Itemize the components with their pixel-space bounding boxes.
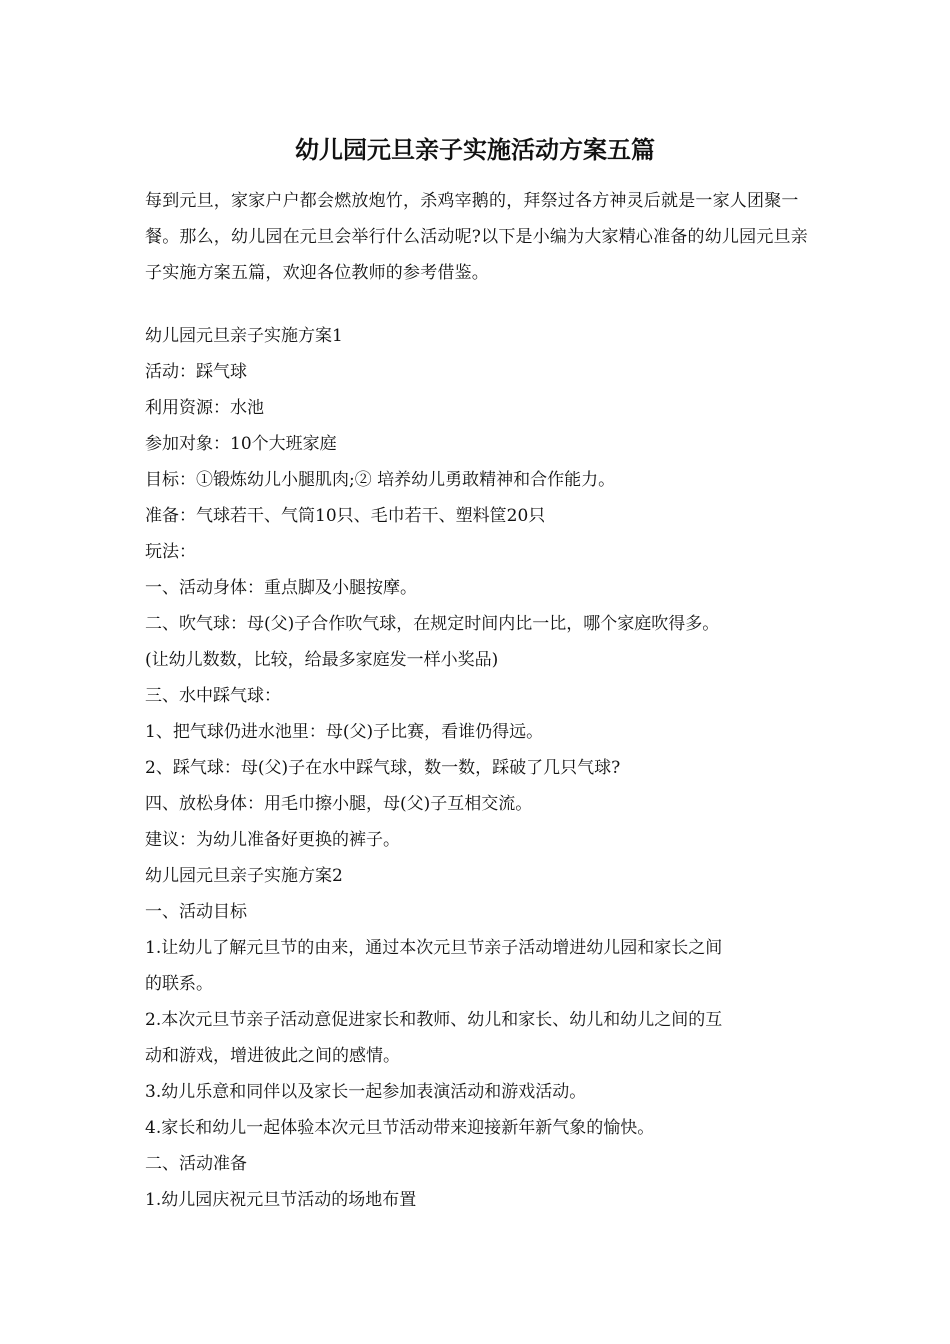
body-line: 一、活动身体：重点脚及小腿按摩。 [145,578,417,598]
body-line: 1.幼儿园庆祝元旦节活动的场地布置 [145,1190,417,1210]
body-line: 4.家长和幼儿一起体验本次元旦节活动带来迎接新年新气象的愉快。 [145,1118,655,1138]
document-title: 幼儿园元旦亲子实施活动方案五篇 [295,135,655,164]
body-line: 1、把气球仍进水池里：母(父)子比赛，看谁仍得远。 [145,722,544,742]
body-line: 动和游戏，增进彼此之间的感情。 [145,1046,400,1066]
section-heading: 幼儿园元旦亲子实施方案2 [145,866,343,886]
body-line: 1.让幼儿了解元旦节的由来，通过本次元旦节亲子活动增进幼儿园和家长之间 [145,938,723,958]
body-line: 2.本次元旦节亲子活动意促进家长和教师、幼儿和家长、幼儿和幼儿之间的互 [145,1010,723,1030]
body-line: 活动：踩气球 [145,362,247,382]
body-line: 的联系。 [145,974,213,994]
body-line: 建议：为幼儿准备好更换的裤子。 [145,830,400,850]
body-line: 2、踩气球：母(父)子在水中踩气球，数一数，踩破了几只气球? [145,758,621,778]
body-line: 准备：气球若干、气筒10只、毛巾若干、塑料筐20只 [145,506,546,526]
body-line: (让幼儿数数，比较，给最多家庭发一样小奖品) [145,650,499,670]
body-line: 利用资源：水池 [145,398,264,418]
body-line: 目标：①锻炼幼儿小腿肌肉;② 培养幼儿勇敢精神和合作能力。 [145,470,616,490]
body-line: 参加对象：10个大班家庭 [145,434,337,454]
document-body [145,326,815,1226]
intro-paragraph: 每到元旦，家家户户都会燃放炮竹，杀鸡宰鹅的，拜祭过各方神灵后就是一家人团聚一餐。那么，幼儿园在元旦会举行什么活动呢?以下是小编为大家精心准备的幼儿园元旦亲子实施方案五篇，欢迎各位教师的参考借鉴。 [145,191,808,283]
body-line: 三、水中踩气球： [145,686,281,706]
body-line: 3.幼儿乐意和同伴以及家长一起参加表演活动和游戏活动。 [145,1082,587,1102]
body-line: 玩法： [145,542,196,562]
body-line: 二、吹气球：母(父)子合作吹气球，在规定时间内比一比，哪个家庭吹得多。 [145,614,720,634]
section-heading: 幼儿园元旦亲子实施方案1 [145,326,343,346]
body-line: 四、放松身体：用毛巾擦小腿，母(父)子互相交流。 [145,794,533,814]
body-line: 一、活动目标 [145,902,247,922]
body-line: 二、活动准备 [145,1154,247,1174]
